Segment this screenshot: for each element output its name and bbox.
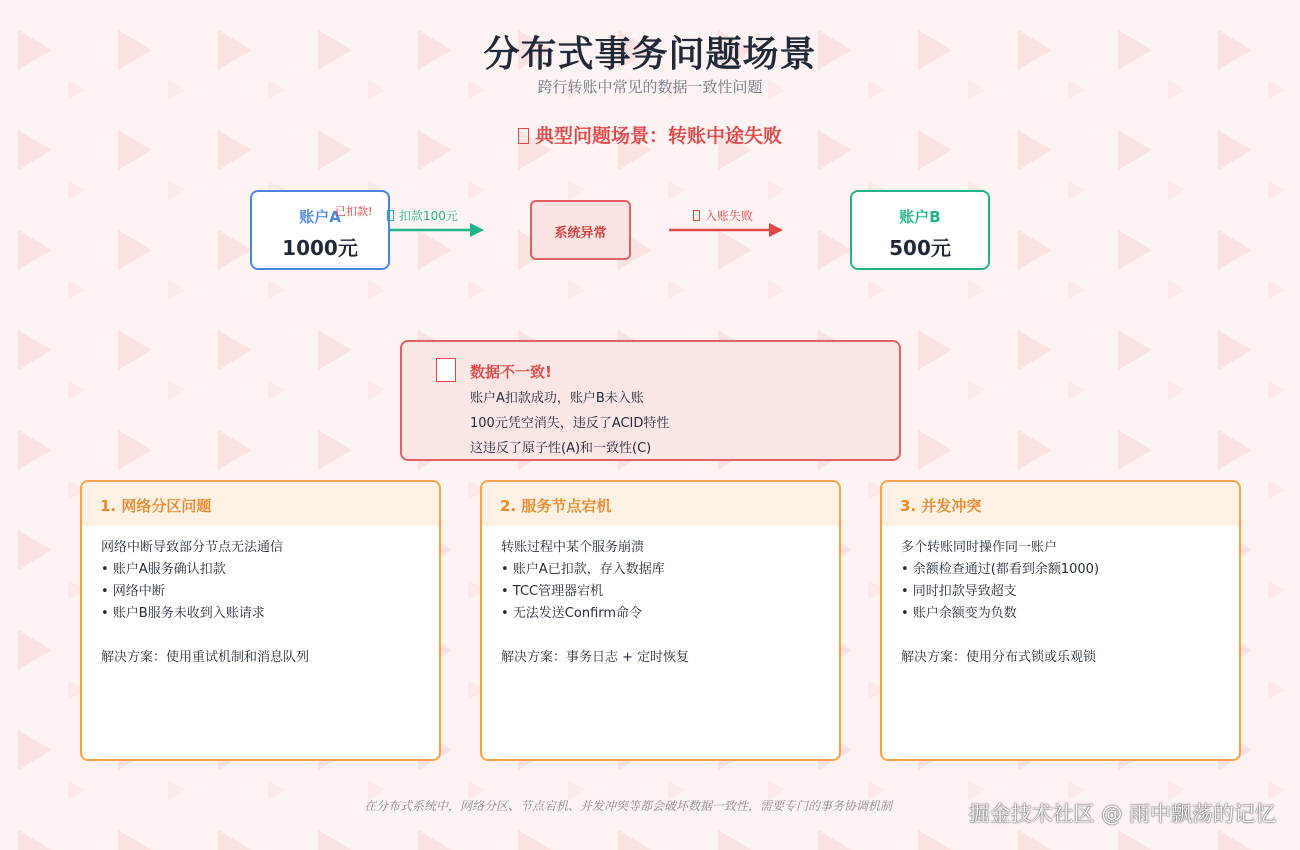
credit-failed-text: 入账失败 <box>705 209 754 223</box>
card-line: 多个转账同时操作同一账户 <box>901 540 1058 555</box>
footer-note: 在分布式系统中，网络分区、节点宕机、并发冲突等都会破坏数据一致性，需要专门的事务协调机制 <box>364 799 893 813</box>
card-line: • 账户A已扣款，存入数据库 <box>501 562 665 577</box>
debit-label-text: 扣款100元 <box>399 209 458 223</box>
card-line: • TCC管理器宕机 <box>501 584 604 599</box>
card-header <box>882 482 1239 526</box>
account-a-name: 账户A <box>299 208 341 226</box>
problem-card-concurrency <box>880 480 1241 761</box>
debit-label <box>387 207 458 224</box>
card-line: • 无法发送Confirm命令 <box>501 606 643 621</box>
card-line: • 同时扣款导致超支 <box>901 584 1017 599</box>
card-solution: 解决方案：事务日志 + 定时恢复 <box>501 650 690 665</box>
card-line: 转账过程中某个服务崩溃 <box>501 540 645 555</box>
debit-arrow-head <box>470 223 484 237</box>
account-a-box <box>250 190 390 270</box>
account-b-balance: 500元 <box>889 236 951 260</box>
card-solution: 解决方案：使用分布式锁或乐观锁 <box>901 650 1097 665</box>
card-solution: 解决方案：使用重试机制和消息队列 <box>101 650 310 665</box>
alert-line: 100元凭空消失，违反了ACID特性 <box>470 416 670 431</box>
card-line: • 账户余额变为负数 <box>901 606 1017 621</box>
card-line: • 账户A服务确认扣款 <box>101 562 226 577</box>
money-icon <box>387 210 394 221</box>
system-error-box <box>530 200 631 260</box>
card-title: 1. 网络分区问题 <box>100 497 212 515</box>
credit-failed-label <box>693 207 753 224</box>
card-line: 网络中断导致部分节点无法通信 <box>101 540 284 555</box>
alert-icon <box>436 358 456 382</box>
card-line: • 账户B服务未收到入账请求 <box>101 606 265 621</box>
problem-card-node-crash <box>480 480 841 761</box>
card-line: • 余额检查通过(都看到余额1000) <box>901 562 1100 577</box>
page-subtitle: 跨行转账中常见的数据一致性问题 <box>537 78 763 96</box>
account-b-name: 账户B <box>899 208 941 226</box>
watermark: 掘金技术社区 @ 雨中飘荡的记忆 <box>968 802 1276 826</box>
account-a-balance: 1000元 <box>282 236 358 260</box>
card-title: 3. 并发冲突 <box>900 497 982 515</box>
problem-card-network-partition <box>80 480 441 761</box>
system-error-label: 系统异常 <box>554 226 607 241</box>
account-a-deducted-tag: 已扣款! <box>335 205 373 218</box>
alert-line: 这违反了原子性(A)和一致性(C) <box>470 441 652 456</box>
alert-line: 账户A扣款成功，账户B未入账 <box>470 391 644 406</box>
credit-arrow-head <box>769 223 783 237</box>
card-header <box>82 482 439 526</box>
account-b-box <box>850 190 990 270</box>
card-header <box>482 482 839 526</box>
fail-icon <box>693 210 700 221</box>
scenario-heading-text: 典型问题场景：转账中途失败 <box>534 125 782 147</box>
card-line: • 网络中断 <box>101 584 165 599</box>
card-title: 2. 服务节点宕机 <box>500 497 612 515</box>
inconsistency-alert <box>400 340 901 461</box>
page-title: 分布式事务问题场景 <box>483 34 817 75</box>
alert-title: 数据不一致! <box>470 363 552 381</box>
